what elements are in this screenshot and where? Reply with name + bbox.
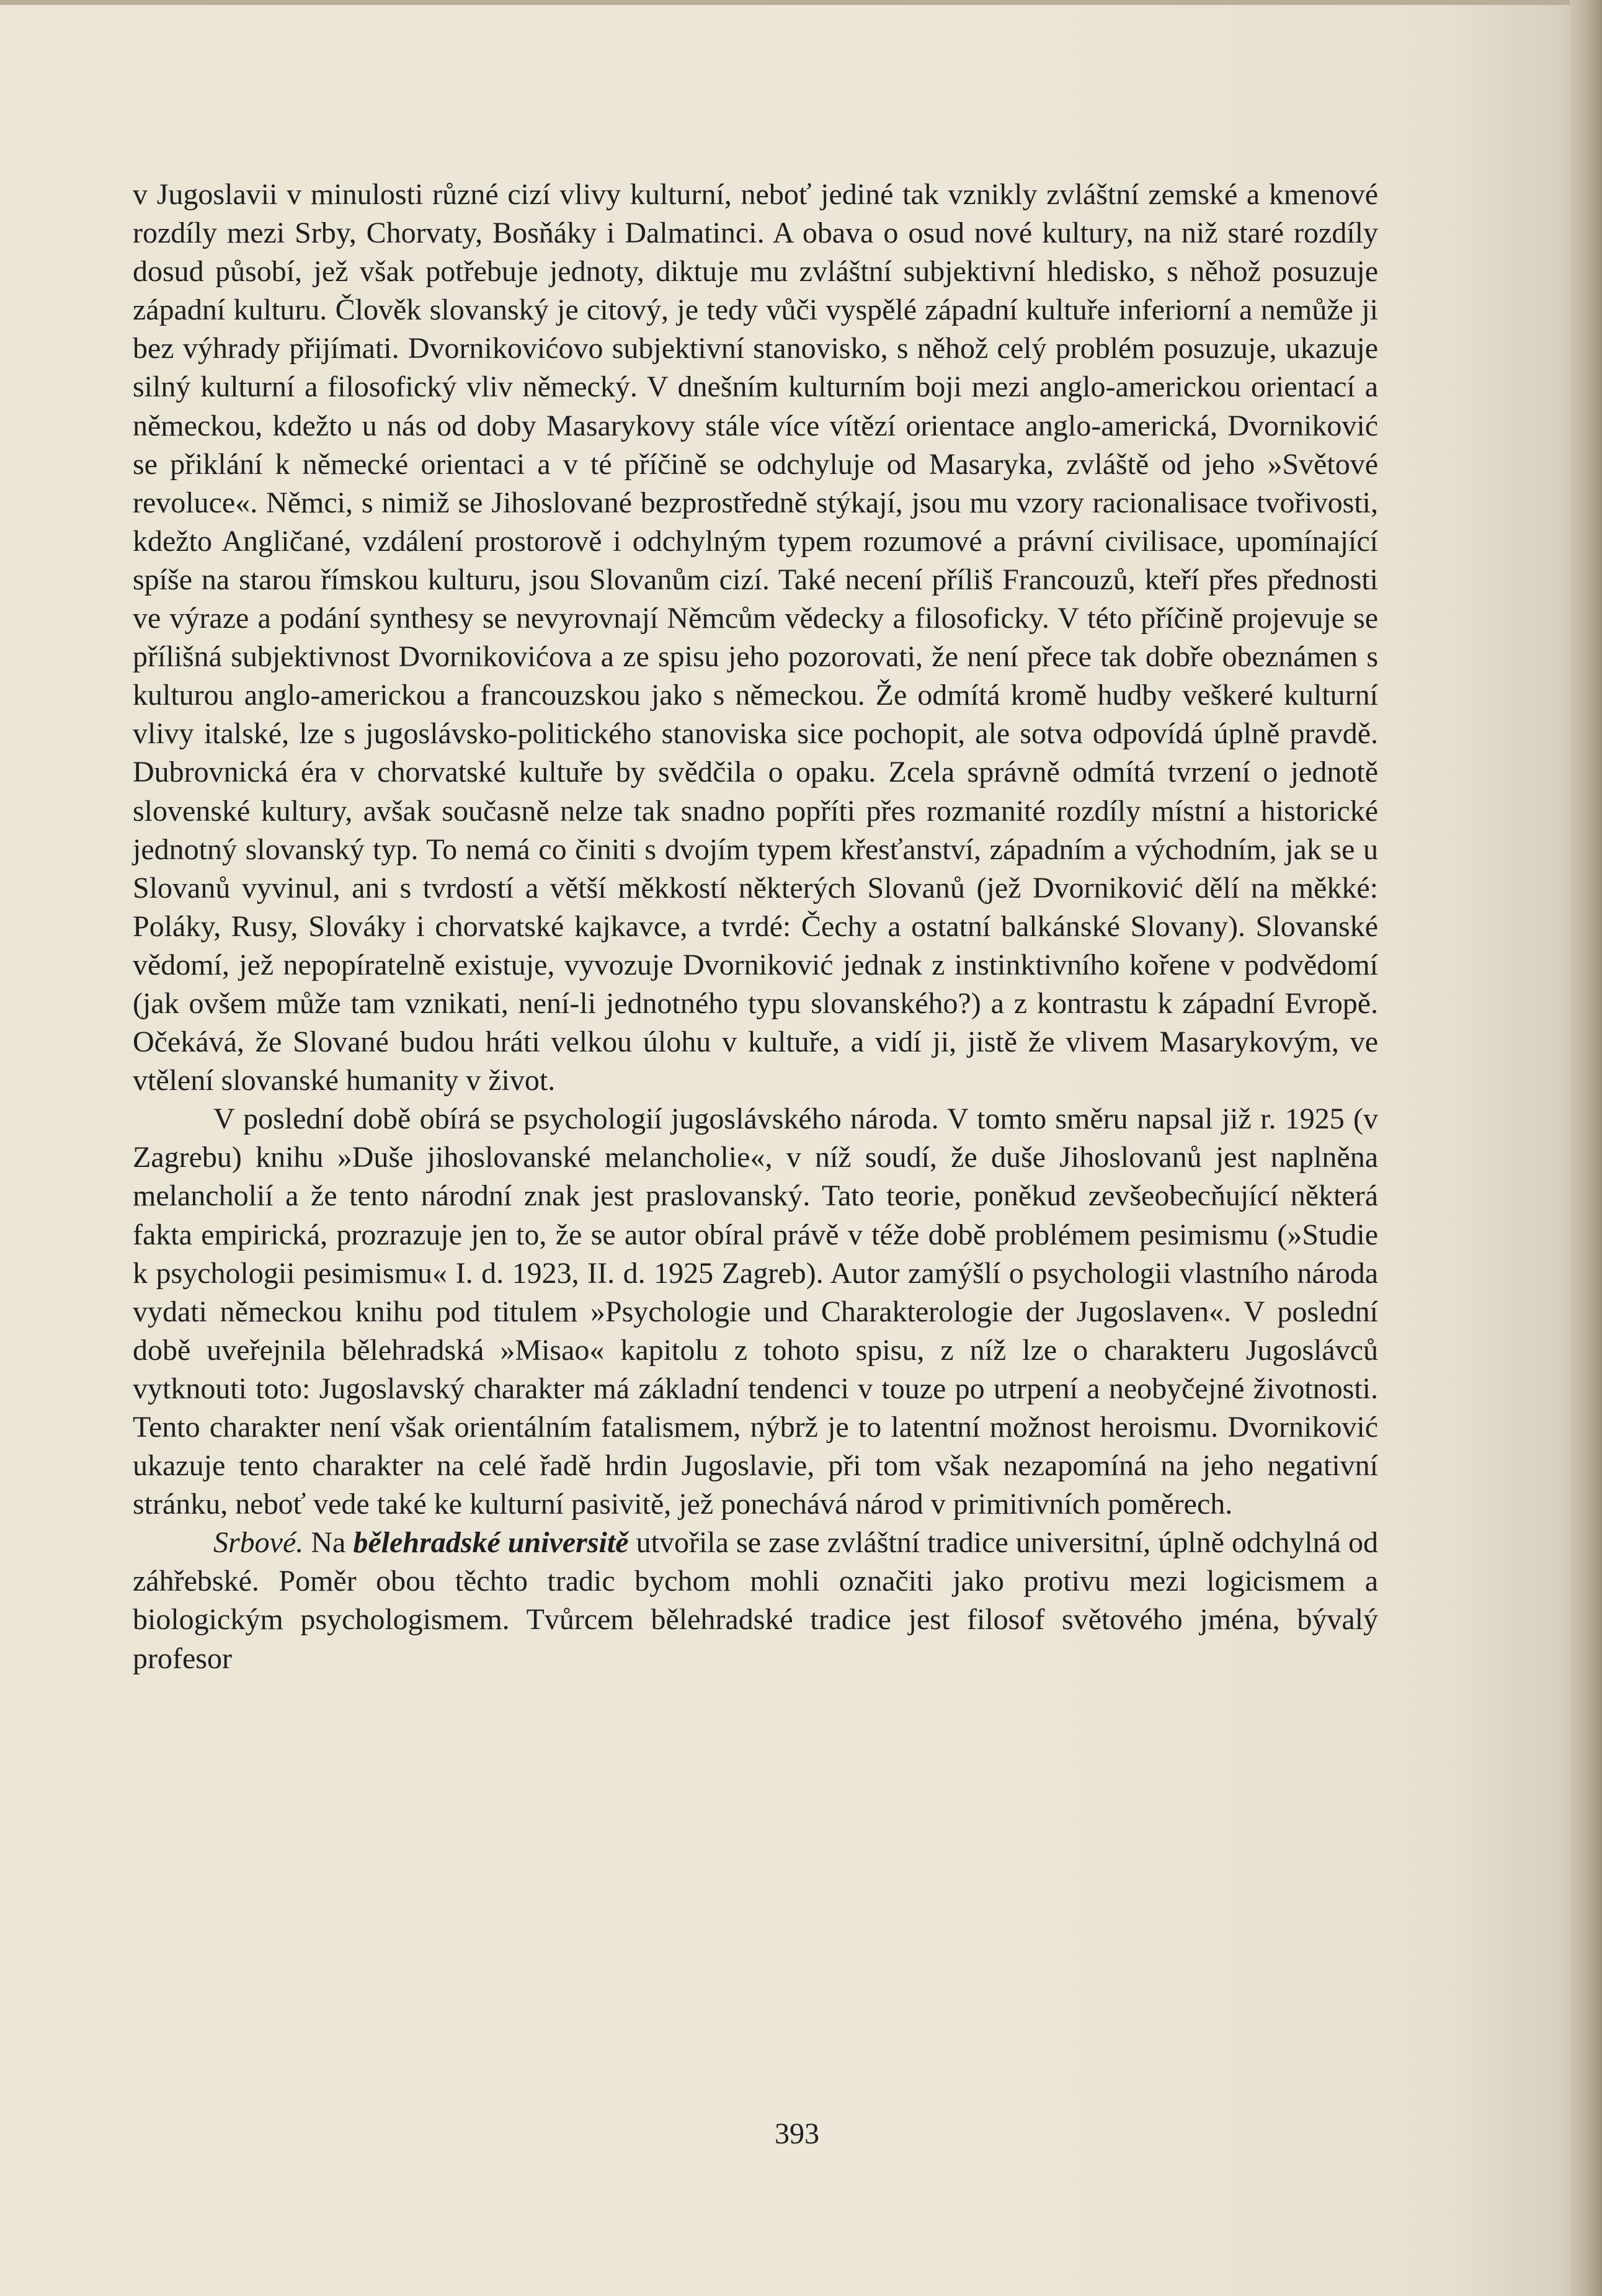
page-right-edge-shadow	[1570, 0, 1602, 2296]
paragraph-3	[133, 1524, 1378, 1677]
paragraph-3-connector: Na	[303, 1526, 354, 1560]
body-text	[133, 176, 1378, 1678]
section-heading-srbove: Srbové.	[213, 1526, 304, 1560]
paragraph-3-text: utvořila se zase zvláštní tradice universitní, úplně odchylná od záhřebské. Poměr obou těchto tradic bychom mohli označiti jako protivu mezi logicismem a biologickým psychologismem. Tvůrcem bělehradské tradice jest filosof světového jména, bývalý profesor	[133, 1526, 1379, 1675]
emphasis-belehradske-universite: bělehradské universitě	[353, 1526, 629, 1560]
paragraph-1: v Jugoslavii v minulosti různé cizí vlivy kulturní, neboť jediné tak vznikly zvláštní zemské a kmenové rozdíly mezi Srby, Chorvaty, Bosňáky i Dalmatinci. A obava o osud nové kultury, na niž staré rozdíly dosud působí, jež však potřebuje jednoty, diktuje mu zvláštní subjektivní hledisko, s něhož posuzuje západní kulturu. Člověk slovanský je citový, je tedy vůči vyspělé západní kultuře inferiorní a nemůže ji bez výhrady přijímati. Dvornikovićovo subjektivní stanovisko, s něhož celý problém posuzuje, ukazuje silný kulturní a filosofický vliv německý. V dnešním kulturním boji mezi anglo-americkou orientací a německou, kdežto u nás od doby Masarykovy stále více vítězí orientace anglo-americká, Dvorniković se přiklání k německé orientaci a v té příčině se odchyluje od Masaryka, zvláště od jeho »Světové revoluce«. Němci, s nimiž se Jihoslované bezprostředně stýkají, jsou mu vzory racionalisace tvořivosti, kdežto Angličané, vzdálení prostorově i odchylným typem rozumové a právní civilisace, upomínající spíše na starou římskou kulturu, jsou Slovanům cizí. Také necení příliš Francouzů, kteří přes přednosti ve výraze a podání synthesy se nevyrovnají Němcům vědecky a filosoficky. V této příčině projevuje se přílišná subjektivnost Dvornikovićova a ze spisu jeho pozorovati, že není přece tak dobře obeznámen s kulturou anglo-americkou a francouzskou jako s německou. Že odmítá kromě hudby veškeré kulturní vlivy italské, lze s jugoslávsko-politického stanoviska sice pochopit, ale sotva odpovídá úplně pravdě. Dubrovnická éra v chorvatské kultuře by svědčila o opaku. Zcela správně odmítá tvrzení o jednotě slovenské kultury, avšak současně nelze tak snadno popříti přes rozmanité rozdíly místní a historické jednotný slovanský typ. To nemá co činiti s dvojím typem křesťanství, západním a východním, jak se u Slovanů vyvinul, ani s tvrdostí a větší měkkostí některých Slovanů (jež Dvorniković dělí na měkké: Poláky, Rusy, Slováky i chorvatské kajkavce, a tvrdé: Čechy a ostatní balkánské Slovany). Slovanské vědomí, jež nepopíratelně existuje, vyvozuje Dvorniković jednak z instinktivního kořene v podvědomí (jak ovšem může tam vznikati, není-li jednotného typu slovanského?) a z kontrastu k západní Evropě. Očekává, že Slované budou hráti velkou úlohu v kultuře, a vidí ji, jistě že vlivem Masarykovým, ve vtělení slovanské humanity v život.	[133, 178, 1378, 1097]
page-top-edge	[0, 0, 1602, 5]
page-number: 393	[775, 2117, 819, 2150]
paragraph-2: V poslední době obírá se psychologií jugoslávského národa. V tomto směru napsal již r. 1925 (v Zagrebu) knihu »Duše jihoslovanské melancholie«, v níž soudí, že duše Jihoslovanů jest naplněna melancholií a že tento národní znak jest praslovanský. Tato teorie, poněkud zevšeobecňující některá fakta empirická, prozrazuje jen to, že se autor obíral právě v téže době problémem pesimismu (»Studie k psychologii pesimismu« I. d. 1923, II. d. 1925 Zagreb). Autor zamýšlí o psychologii vlastního národa vydati německou knihu pod titulem »Psychologie und Charakterologie der Jugoslaven«. V poslední době uveřejnila bělehradská »Misao« kapitolu z tohoto spisu, z níž lze o charakteru Jugoslávců vytknouti toto: Jugoslavský charakter má základní tendenci v touze po utrpení a neobyčejné životnosti. Tento charakter není však orientálním fatalismem, nýbrž je to latentní možnost heroismu. Dvorniković ukazuje tento charakter na celé řadě hrdin Jugoslavie, při tom však nezapomíná na jeho negativní stránku, neboť vede také ke kulturní pasivitě, jež ponechává národ v primitivních poměrech.	[133, 1102, 1378, 1521]
